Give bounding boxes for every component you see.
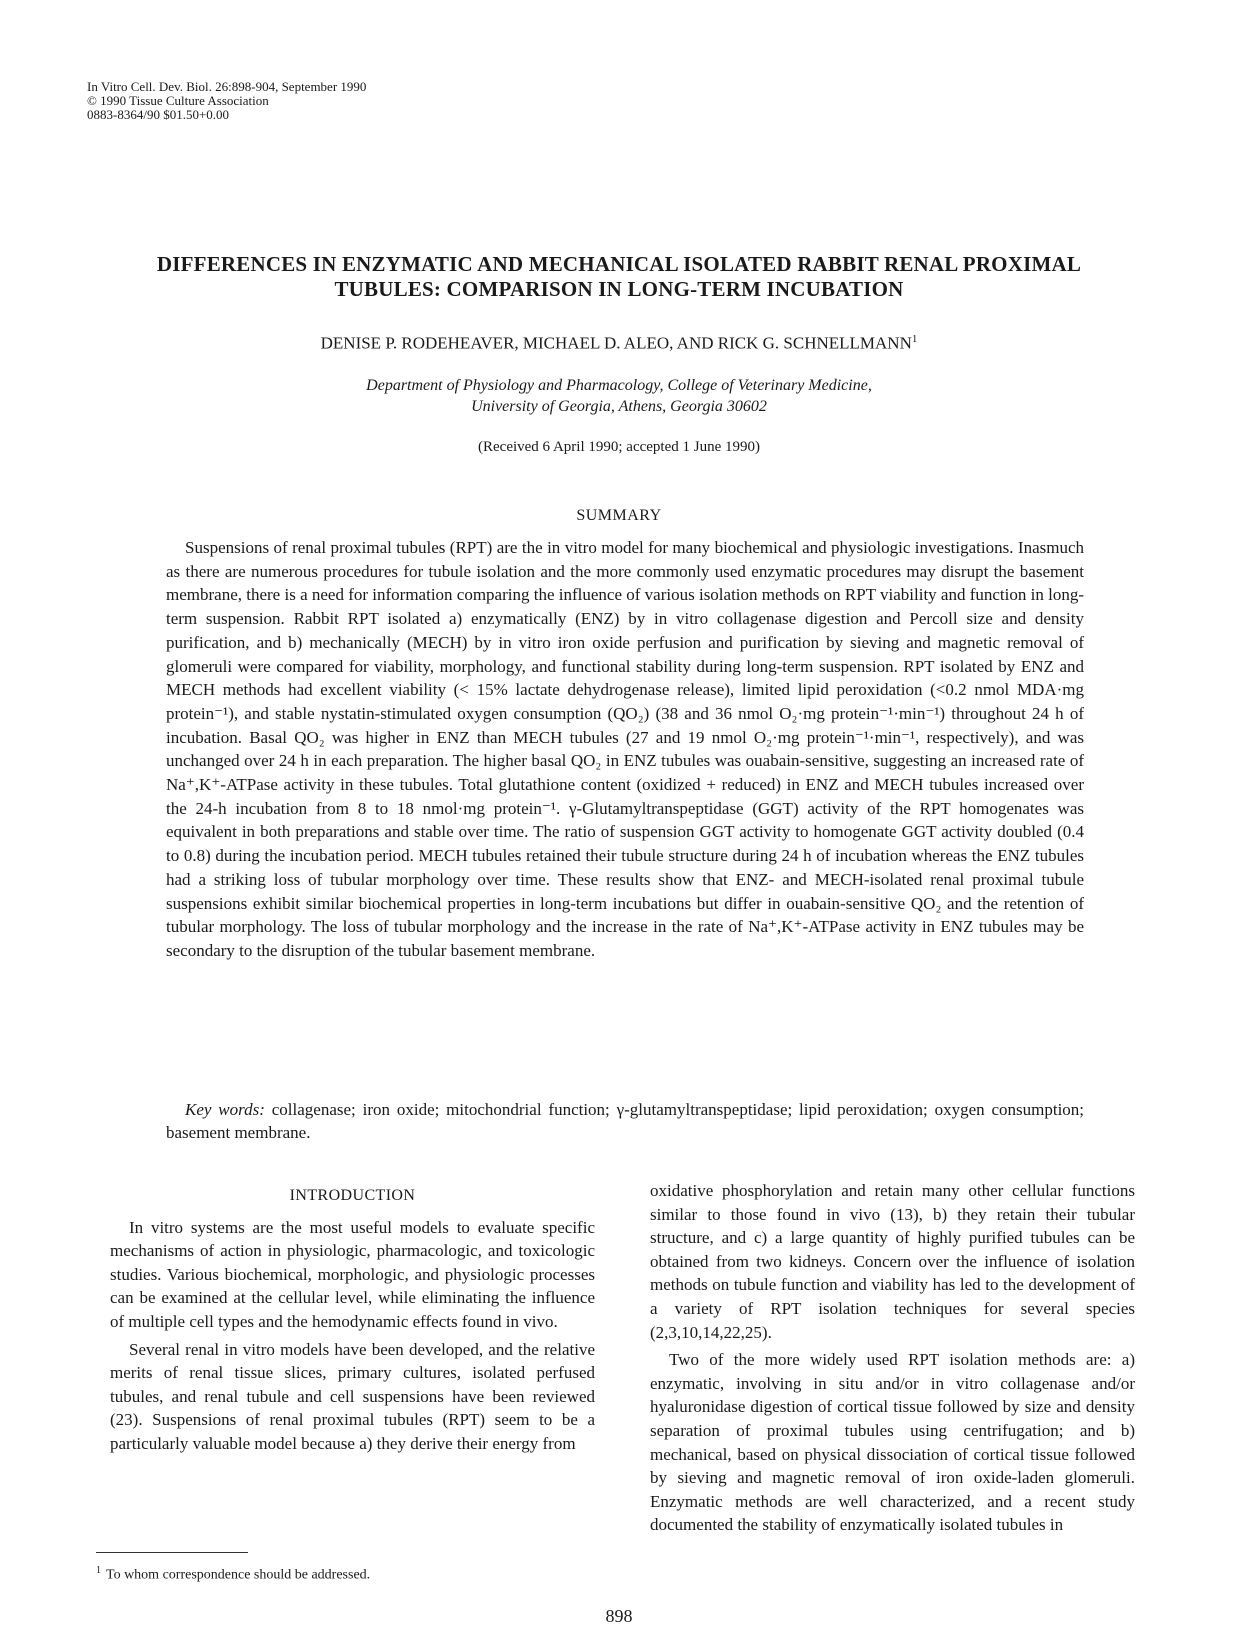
journal-citation: In Vitro Cell. Dev. Biol. 26:898-904, September 1990 — [87, 79, 367, 94]
keywords-label: Key words: — [185, 1100, 265, 1119]
footnote-text: To whom correspondence should be addressed. — [106, 1567, 371, 1583]
citation-block — [87, 80, 366, 122]
author-footnote-marker: 1 — [911, 333, 918, 345]
affiliation-line-2: University of Georgia, Athens, Georgia 30602 — [471, 398, 767, 415]
keywords — [166, 1098, 1084, 1144]
right-column — [650, 1179, 1135, 1537]
author-list — [140, 333, 1098, 354]
affiliation — [140, 375, 1098, 417]
footnote-divider — [96, 1552, 248, 1553]
received-dates: (Received 6 April 1990; accepted 1 June 1990) — [478, 439, 760, 455]
summary-heading: SUMMARY — [576, 507, 662, 524]
left-column — [110, 1184, 595, 1456]
intro-paragraph-2-continued: oxidative phosphorylation and retain many other cellular functions similar to those found in vivo (13), b) they retain their tubular structure, and c) a large quantity of highly purified tubules can be obtained from two kidneys. Concern over the influence of isolation methods on tubule function and viability has led to the development of a variety of RPT isolation techniques for several species (2,3,10,14,22,25). — [650, 1181, 1135, 1342]
summary-paragraph: Suspensions of renal proximal tubules (RPT) are the in vitro model for many biochemical and physiologic investigations. Inasmuch as there are numerous procedures for tubule isolation and the more commonly used enzymatic procedures may disrupt the basement membrane, there is a need for information comparing the influence of various isolation methods on RPT viability and function in long-term suspension. Rabbit RPT isolated a) enzymatically (ENZ) by in vitro collagenase digestion and Percoll size and density purification, and b) mechanically (MECH) by in vitro iron oxide perfusion and purification by sieving and magnetic removal of glomeruli were compared for viability, morphology, and functional stability during long-term suspension. RPT isolated by ENZ and MECH methods had excellent viability (< 15% lactate dehydrogenase release), limited lipid peroxidation (<0.2 nmol MDA·mg protein⁻¹), and stable nystatin-stimulated oxygen consumption (QO₂) (38 and 36 nmol O₂·mg protein⁻¹·min⁻¹) throughout 24 h of incubation. Basal QO₂ was higher in ENZ than MECH tubules (27 and 19 nmol O₂·mg protein⁻¹·min⁻¹, respectively), and was unchanged over 24 h in each preparation. The higher basal QO₂ in ENZ tubules was ouabain-sensitive, suggesting an increased rate of Na⁺,K⁺-ATPase activity in these tubules. Total glutathione content (oxidized + reduced) in ENZ and MECH tubules increased over the 24-h incubation from 8 to 18 nmol·mg protein⁻¹. γ-Glutamyltranspeptidase (GGT) activity of the RPT homogenates was equivalent in both preparations and stable over time. The ratio of suspension GGT activity to homogenate GGT activity doubled (0.4 to 0.8) during the incubation period. MECH tubules retained their tubule structure during 24 h of incubation whereas the ENZ tubules had a striking loss of tubular morphology over time. These results show that ENZ- and MECH-isolated renal proximal tubule suspensions exhibit similar biochemical properties in long-term incubations but differ in ouabain-sensitive QO₂ and the retention of tubular morphology. The loss of tubular morphology and the increase in the rate of Na⁺,K⁺-ATPase activity in ENZ tubules may be secondary to the disruption of the tubular basement membrane. — [166, 538, 1084, 960]
copyright-line: © 1990 Tissue Culture Association — [87, 93, 269, 108]
footnote — [96, 1565, 370, 1584]
intro-paragraph-2: Several renal in vitro models have been developed, and the relative merits of renal tissue slices, primary cultures, isolated perfused tubules, and renal tubule and cell suspensions have been reviewed (23). Suspensions of renal proximal tubules (RPT) seem to be a particularly valuable model because a) they derive their energy from — [110, 1339, 595, 1453]
page-number: 898 — [605, 1606, 633, 1626]
footnote-marker: 1 — [96, 1565, 101, 1576]
keywords-text: collagenase; iron oxide; mitochondrial function; γ-glutamyltranspeptidase; lipid peroxidation; oxygen consumption; basement membrane. — [166, 1100, 1085, 1142]
article-title: DIFFERENCES IN ENZYMATIC AND MECHANICAL ISOLATED RABBIT RENAL PROXIMAL TUBULES: COMPARISON IN LONG-TERM INCUBATION — [156, 252, 1082, 301]
introduction-heading: INTRODUCTION — [289, 1187, 416, 1204]
intro-paragraph-3: Two of the more widely used RPT isolation methods are: a) enzymatic, involving in situ and/or in vitro collagenase and/or hyaluronidase digestion of cortical tissue followed by size and density separation of proximal tubules using centrifugation; and b) mechanical, based on physical dissociation of cortical tissue followed by sieving and magnetic removal of iron oxide-laden glomeruli. Enzymatic methods are well characterized, and a recent study documented the stability of enzymatically isolated tubules in — [650, 1350, 1135, 1535]
affiliation-line-1: Department of Physiology and Pharmacology, College of Veterinary Medicine, — [366, 377, 872, 394]
author-names: DENISE P. RODEHEAVER, MICHAEL D. ALEO, AND RICK G. SCHNELLMANN — [320, 333, 912, 353]
intro-paragraph-1: In vitro systems are the most useful models to evaluate specific mechanisms of action in physiologic, pharmacologic, and toxicologic studies. Various biochemical, morphologic, and physiologic processes can be examined at the cellular level, while eliminating the influence of multiple cell types and the hemodynamic effects found in vivo. — [110, 1217, 595, 1331]
issn-price-line: 0883-8364/90 $01.50+0.00 — [87, 107, 230, 122]
